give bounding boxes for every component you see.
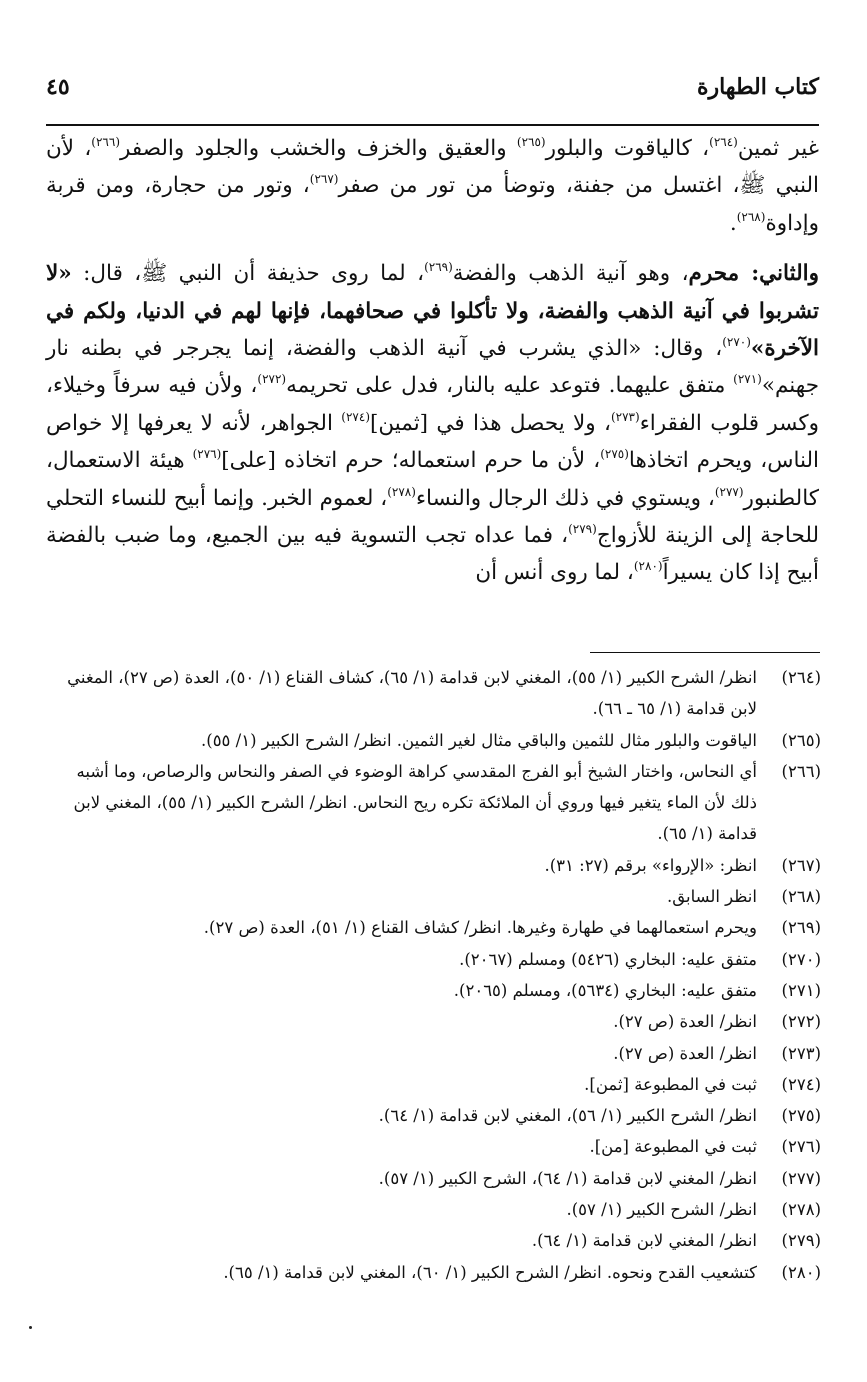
- text-run: ، فما عداه تجب التسوية فيه بين الجميع، وما ضبب بالفضة أبيح إذا كان يسيراً: [46, 523, 819, 586]
- footnote: [46, 1257, 823, 1288]
- footnote-text: متفق عليه: البخاري (٥٦٣٤)، ومسلم (٢٠٦٥).: [453, 980, 757, 1000]
- footnote-text: انظر/ العدة (ص ٢٧).: [613, 1012, 757, 1032]
- text-run: ، ولا يحصل هذا في [ثمين]: [370, 410, 611, 436]
- text-run: ، لما روى حذيفة أن النبي ﷺ، قال:: [71, 261, 425, 287]
- footnote-ref: (٢٧٩): [568, 522, 597, 537]
- footnote-number: (٢٧٦): [781, 1137, 821, 1157]
- footnote-ref: (٢٧٢): [257, 372, 287, 387]
- footnote-number: (٢٧٣): [781, 1043, 821, 1063]
- text-run: الجواهر، لأنه لا يعرفها إلا خواص الناس، ويحرم اتخاذها: [46, 410, 820, 474]
- footnote-ref: (٢٧٦): [192, 447, 222, 462]
- text-run: والعقيق والخزف والخشب والجلود والصفر: [120, 136, 517, 161]
- footnote-text: كتشعيب القدح ونحوه. انظر/ الشرح الكبير (١/ ٦٠)، المغني لابن قدامة (١/ ٦٥).: [223, 1262, 757, 1282]
- footnote-ref: (٢٧١): [733, 372, 762, 387]
- footnote-text: انظر/ العدة (ص ٢٧).: [613, 1043, 757, 1063]
- footnote: [46, 1194, 823, 1225]
- footnote: [46, 1163, 823, 1194]
- footnote-number: (٢٧٢): [781, 1012, 821, 1032]
- footnote-text: أي النحاس، واختار الشيخ أبو الفرج المقدسي كراهة الوضوء في الصفر والنحاس والرصاص، وما أشبه ذلك لأن الماء يتغير فيها وروي أن الملائكة تكره ريح النحاس. انظر/ الشرح الكبير (١/ ٥٥)، المغني لابن قدامة (١/ ٦٥).: [73, 761, 757, 844]
- header-rule: [46, 124, 819, 126]
- footnote-ref: (٢٧٧): [714, 484, 744, 499]
- text-run: ، لأن ما حرم استعماله؛ حرم اتخاذه [على]: [221, 448, 601, 474]
- footnote: [46, 975, 823, 1006]
- footnote: [46, 1038, 823, 1069]
- text-run: متفق عليهما. فتوعد عليه بالنار، فدل على تحريمه: [286, 373, 734, 399]
- footnote-text: ويحرم استعمالهما في طهارة وغيرها. انظر/ كشاف القناع (١/ ٥١)، العدة (ص ٢٧).: [203, 918, 757, 938]
- footnote-ref: (٢٧٠): [722, 335, 751, 350]
- footnote: [46, 725, 823, 756]
- footnote: [46, 1100, 823, 1131]
- text-run: ، لما روى أنس أن: [475, 560, 634, 586]
- footnote-text: انظر/ الشرح الكبير (١/ ٥٧).: [566, 1200, 757, 1220]
- text-run: ، وهو آنية الذهب والفضة: [452, 261, 689, 287]
- text-run: ، ويستوي في ذلك الرجال والنساء: [415, 485, 715, 511]
- footnote-number: (٢٦٦): [781, 761, 821, 781]
- text-run: ، لعموم الخبر. وإنما أبيح للنساء التحلي للحاجة إلى الزينة للأزواج: [46, 485, 819, 549]
- footnote-number: (٢٦٥): [781, 730, 821, 750]
- footnote-number: (٢٧٤): [781, 1074, 821, 1094]
- footnote-ref: (٢٦٨): [736, 209, 766, 224]
- footnote-text: متفق عليه: البخاري (٥٤٢٦) ومسلم (٢٠٦٧).: [459, 949, 757, 969]
- paragraph-1: [46, 130, 819, 242]
- footnote: [46, 1069, 823, 1100]
- footnote-ref: (٢٨٠): [633, 559, 663, 574]
- footnote-number: (٢٦٤): [781, 668, 821, 687]
- footnote-ref: (٢٧٥): [600, 447, 629, 462]
- footnote: [46, 850, 823, 881]
- paragraph-lead: والثاني: محرم: [688, 261, 819, 287]
- footnote: [46, 662, 823, 725]
- footnote-text: انظر/ الشرح الكبير (١/ ٥٦)، المغني لابن قدامة (١/ ٦٤).: [378, 1106, 757, 1126]
- footnote-text: انظر السابق.: [666, 887, 757, 907]
- footnote-text: انظر: «الإرواء» برقم (٢٧: ٣١).: [544, 855, 757, 875]
- footnote: [46, 1131, 823, 1162]
- text-run: هيئة الاستعمال، كالطنبور: [46, 448, 819, 511]
- footnotes: [46, 662, 823, 1288]
- hadith-quote: «لا تشربوا في آنية الذهب والفضة، ولا تأكلوا في صحافهما، فإنها لهم في الدنيا، ولكم في الآخرة»: [46, 261, 819, 362]
- footnote: [46, 912, 823, 943]
- footnote-number: (٢٨٠): [781, 1262, 821, 1282]
- text-run: .: [729, 210, 737, 236]
- page-number: ٤٥: [46, 74, 70, 100]
- footnote-number: (٢٧٥): [781, 1106, 821, 1126]
- footnote: [46, 1225, 823, 1256]
- page-header: [46, 66, 819, 102]
- chapter-title: كتاب الطهارة: [696, 74, 819, 100]
- footnote-number: (٢٦٧): [781, 855, 821, 875]
- main-text: [46, 130, 819, 592]
- paragraph-2: [46, 255, 819, 592]
- footnote-ref: (٢٦٦): [91, 135, 120, 149]
- footnote-ref: (٢٦٥): [516, 135, 546, 149]
- footnote: [46, 1006, 823, 1037]
- text-run: ، كالياقوت والبلور: [545, 136, 710, 161]
- footnote-number: (٢٦٩): [781, 918, 821, 938]
- footnote-ref: (٢٧٣): [610, 409, 640, 424]
- footnote-number: (٢٧٨): [781, 1200, 821, 1220]
- footnote-ref: (٢٧٤): [341, 409, 371, 424]
- footnote-ref: (٢٦٧): [309, 172, 339, 187]
- footnote-text: ثبت في المطبوعة [من].: [589, 1137, 757, 1157]
- footnote-number: (٢٧٠): [781, 949, 821, 969]
- footnote-ref: (٢٦٤): [709, 135, 738, 149]
- text-run: ، وتور من حجارة، ومن قربة وإداوة: [46, 173, 819, 236]
- footnote-number: (٢٧١): [781, 980, 821, 1000]
- footnote-text: ثبت في المطبوعة [ثمن].: [584, 1074, 757, 1094]
- footnote-number: (٢٧٩): [781, 1231, 821, 1251]
- footnote: [46, 756, 823, 850]
- text-run: ، لأن النبي ﷺ، اغتسل من جفنة، وتوضأ من تور من صفر: [46, 136, 819, 199]
- footnote-text: انظر/ الشرح الكبير (١/ ٥٥)، المغني لابن قدامة (١/ ٦٥)، كشاف القناع (١/ ٥٠)، العدة (ص ٢٧)، المغني لابن قدامة (١/ ٦٥ ـ ٦٦).: [67, 668, 757, 719]
- footnote-number: (٢٦٨): [781, 887, 821, 907]
- text-run: غير ثمين: [737, 136, 819, 161]
- footnote-number: (٢٧٧): [781, 1168, 821, 1188]
- footnote-text: الياقوت والبلور مثال للثمين والباقي مثال لغير الثمين. انظر/ الشرح الكبير (١/ ٥٥).: [201, 730, 757, 750]
- footnote: [46, 881, 823, 912]
- footnote-text: انظر/ المغني لابن قدامة (١/ ٦٤)، الشرح الكبير (١/ ٥٧).: [378, 1168, 757, 1188]
- print-speck: [29, 1326, 32, 1329]
- footnote-ref: (٢٦٩): [424, 260, 453, 275]
- footnote-text: انظر/ المغني لابن قدامة (١/ ٦٤).: [531, 1231, 757, 1251]
- footnote-ref: (٢٧٨): [387, 484, 416, 499]
- text-run: ، ولأن فيه سرفاً وخيلاء، وكسر قلوب الفقراء: [46, 373, 820, 436]
- footnote: [46, 944, 823, 975]
- footnote-separator: [590, 652, 820, 653]
- text-run: ، وقال: «الذي يشرب في آنية الذهب والفضة، إنما يجرجر في بطنه نار جهنم»: [46, 336, 819, 399]
